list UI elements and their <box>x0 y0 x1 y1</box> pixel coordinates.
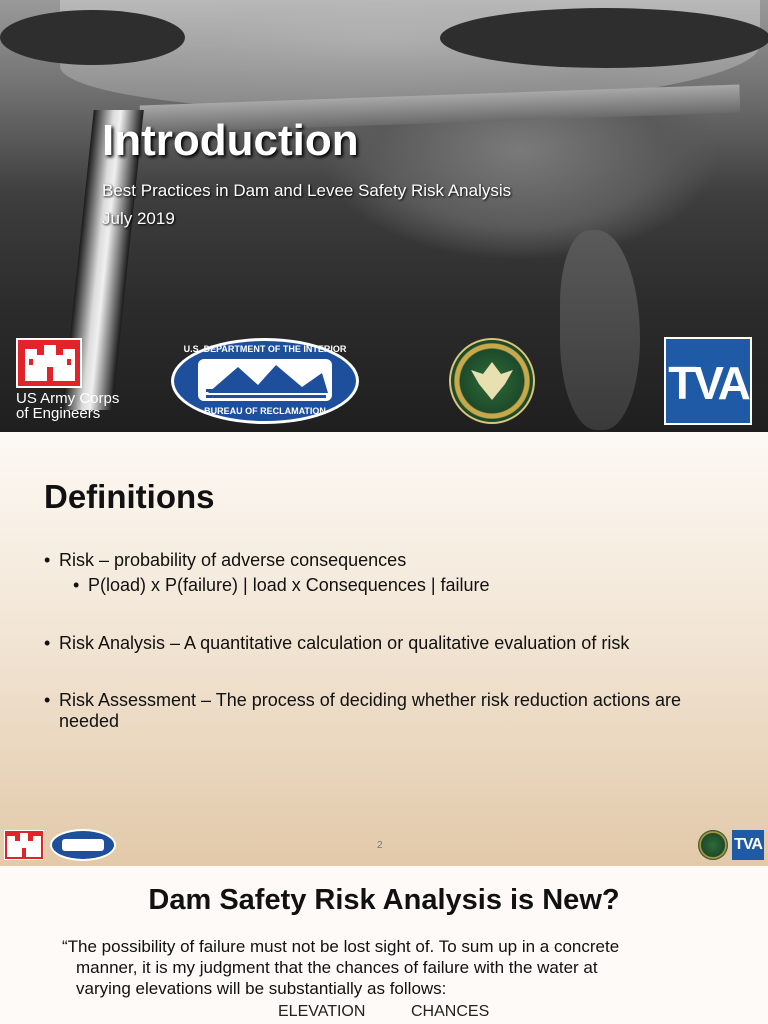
river <box>560 230 640 430</box>
tva-mini-logo: TVA <box>732 830 764 860</box>
ferc-seal-icon <box>449 338 535 424</box>
reclamation-logo: U.S. DEPARTMENT OF THE INTERIOR BUREAU OF RECLAMATION <box>171 338 359 424</box>
bullet-risk: • Risk – probability of adverse consequences <box>44 550 407 570</box>
tva-logo: TVA <box>664 337 752 425</box>
bullet-risk-assessment: • Risk Assessment – The process of deciding whether risk reduction actions are needed <box>44 690 681 731</box>
slide-date: July 2019 <box>102 209 175 228</box>
bullet-risk-analysis: • Risk Analysis – A quantitative calculation or qualitative evaluation of risk <box>44 633 630 653</box>
column-header-chances: CHANCES <box>411 1003 490 1020</box>
slide-dam-safety <box>0 866 768 1024</box>
slide-definitions <box>0 432 768 866</box>
quote-text: “The possibility of failure must not be lost sight of. To sum up in a concrete manner, it is my judgment that the chances of failure with the water at varying elevations will be substantially as follows: <box>62 937 620 998</box>
usace-mini-logo <box>4 830 44 860</box>
castle-icon <box>16 338 82 388</box>
slide-subtitle: Best Practices in Dam and Levee Safety Risk Analysis <box>102 181 512 200</box>
column-header-elevation: ELEVATION <box>278 1003 366 1020</box>
hillside <box>440 8 768 68</box>
ferc-mini-seal-icon <box>698 830 728 860</box>
slide-introduction <box>0 0 768 432</box>
usace-logo <box>16 338 136 421</box>
slide-title: Introduction <box>102 116 359 165</box>
mountains-icon <box>198 359 332 401</box>
bullet-risk-formula: • P(load) x P(failure) | load x Consequences | failure <box>73 575 490 595</box>
hillside <box>0 10 185 65</box>
slide-title: Dam Safety Risk Analysis is New? <box>148 884 620 916</box>
slide-title: Definitions <box>44 478 215 515</box>
page-number: 2 <box>377 840 383 851</box>
usace-text: US Army Corps of Engineers <box>16 390 120 422</box>
reclamation-mini-logo <box>50 829 116 861</box>
